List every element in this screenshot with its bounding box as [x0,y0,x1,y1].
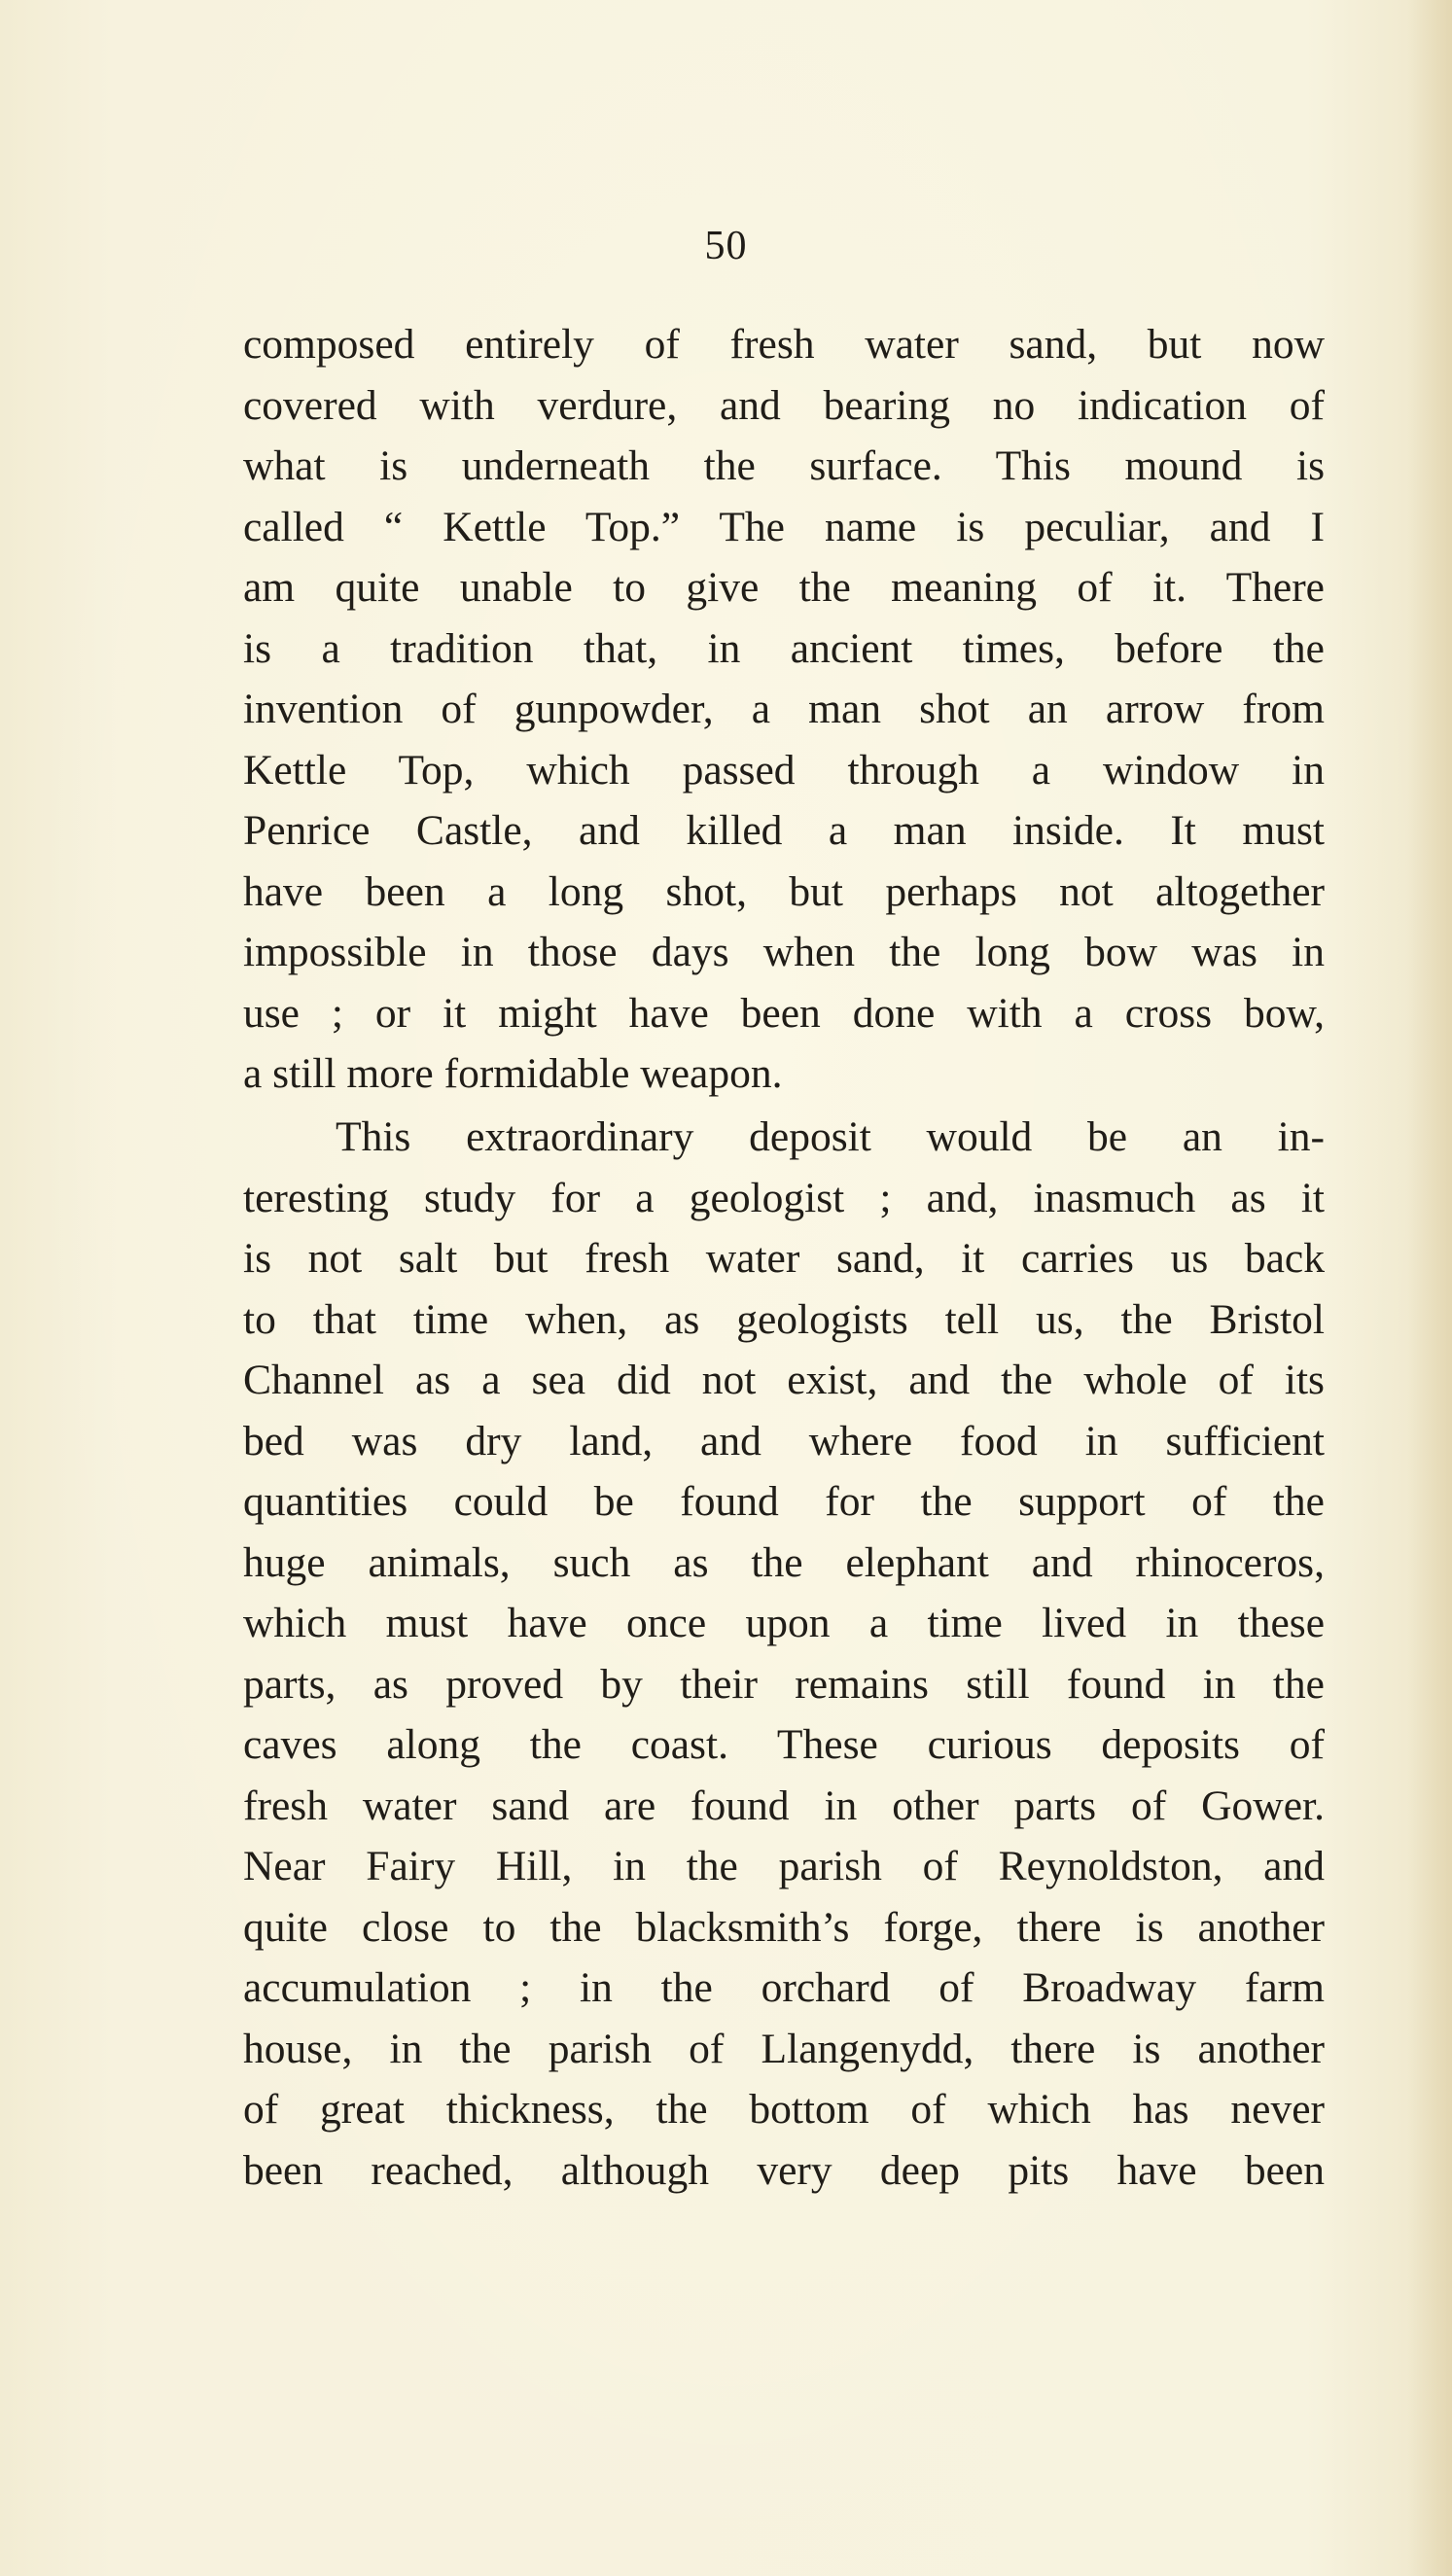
text-line: quantities could be found for the support of the [243,1478,1325,1525]
text-line: huge animals, such as the elephant and rhinoceros, [243,1538,1325,1586]
text-line: Penrice Castle, and killed a man inside. It must [243,807,1325,854]
text-line: a still more formidable weapon. [243,1050,783,1097]
text-line: accumulation ; in the orchard of Broadway farm [243,1964,1325,2011]
text-line: Kettle Top, which passed through a window in [243,746,1325,794]
page-number: 50 [704,224,748,268]
text-line: is a tradition that, in ancient times, before the [243,624,1325,672]
text-line: impossible in those days when the long bow was in [243,929,1325,975]
text-line: quite close to the blacksmith’s forge, there is another [243,1903,1325,1951]
text-line: bed was dry land, and where food in sufficient [243,1417,1325,1464]
text-line: am quite unable to give the meaning of it. There [243,564,1325,611]
text-line: invention of gunpowder, a man shot an arrow from [243,686,1325,732]
text-line: been reached, although very deep pits have been [243,2146,1325,2194]
text-line: use ; or it might have been done with a cross bow, [243,989,1325,1037]
paragraph-2 [243,1107,1325,2201]
text-line: house, in the parish of Llangenydd, there is another [243,2025,1325,2072]
text-line: of great thickness, the bottom of which has never [243,2086,1325,2133]
text-line: parts, as proved by their remains still found in the [243,1660,1325,1708]
text-line: This extraordinary deposit would be an in- [336,1113,1325,1160]
text-line: Channel as a sea did not exist, and the whole of its [243,1357,1325,1403]
text-line: what is underneath the surface. This mound is [243,442,1325,489]
text-line: to that time when, as geologists tell us, the Bristol [243,1295,1325,1343]
text-line: is not salt but fresh water sand, it carries us back [243,1235,1325,1282]
text-line: have been a long shot, but perhaps not altogether [243,867,1325,915]
text-line: covered with verdure, and bearing no indication of [243,381,1325,429]
text-line: composed entirely of fresh water sand, but now [243,321,1325,368]
text-line: which must have once upon a time lived in these [243,1600,1325,1646]
paragraph-1 [243,314,1325,1105]
page-edge-shadow [1407,0,1452,2576]
text-line: teresting study for a geologist ; and, inasmuch as it [243,1174,1325,1221]
text-line: called “ Kettle Top.” The name is peculiar, and I [243,503,1325,550]
text-line: Near Fairy Hill, in the parish of Reynoldston, and [243,1843,1325,1889]
text-line: fresh water sand are found in other parts of Gower. [243,1782,1325,1829]
text-line: caves along the coast. These curious deposits of [243,1721,1325,1768]
